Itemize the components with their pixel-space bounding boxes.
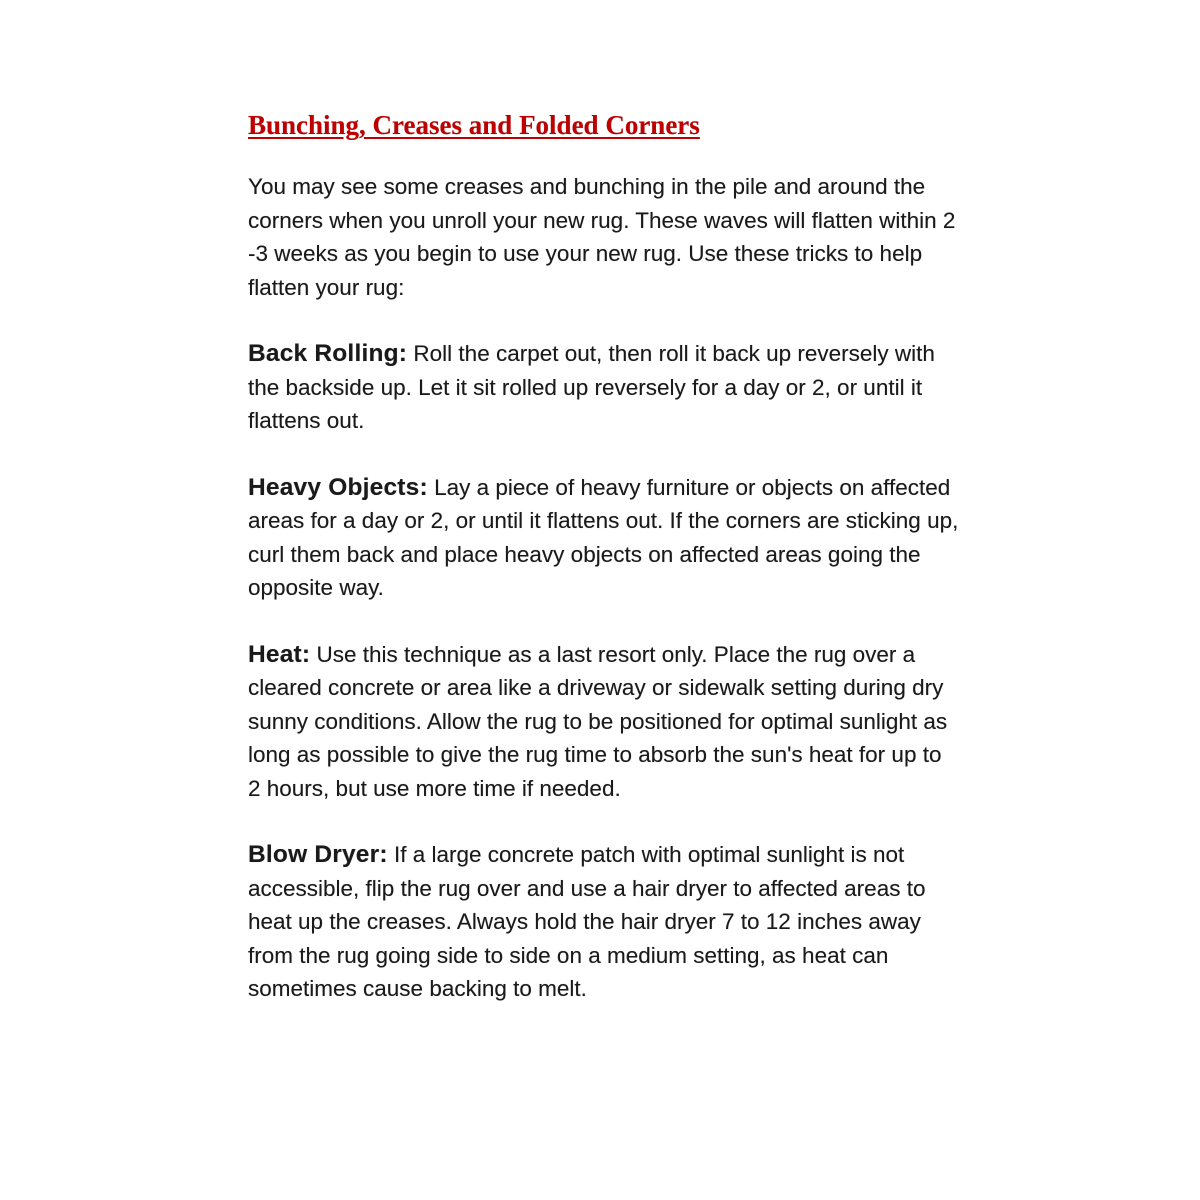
- section-back-rolling: [248, 337, 960, 438]
- section-heat: [248, 638, 960, 806]
- section-body-heat: Use this technique as a last resort only. Place the rug over a cleared concrete or area like a driveway or sidewalk setting during dry sunny conditions. Allow the rug to be positioned for optimal sunlight as long as possible to give the rug time to absorb the sun's heat for up to 2 hours, but use more time if needed.: [248, 641, 948, 801]
- section-label-back-rolling: Back Rolling:: [248, 340, 408, 367]
- document-text-block: [248, 110, 960, 1039]
- intro-paragraph: You may see some creases and bunching in the pile and around the corners when you unroll your new rug. These waves will flatten within 2 -3 weeks as you begin to use your new rug. Use these tricks to help flatten your rug:: [248, 174, 956, 300]
- section-label-heat: Heat:: [248, 640, 311, 668]
- section-heavy-objects: [248, 471, 960, 605]
- section-label-heavy-objects: Heavy Objects:: [248, 473, 428, 501]
- page-title: Bunching, Creases and Folded Corners: [248, 110, 700, 140]
- section-body-blow-dryer: If a large concrete patch with optimal sunlight is not accessible, flip the rug over and use a hair dryer to affected areas to heat up the creases. Always hold the hair dryer 7 to 12 inches away from the rug going side to side on a medium setting, as heat can sometimes cause backing to melt.: [248, 842, 926, 1001]
- section-body-heavy-objects: Lay a piece of heavy furniture or objects on affected areas for a day or 2, or until it flattens out. If the corners are sticking up, curl them back and place heavy objects on affected areas going the opposite way.: [248, 474, 959, 600]
- section-body-back-rolling: Roll the carpet out, then roll it back up reversely with the backside up. Let it sit rolled up reversely for a day or 2, or until it flattens out.: [248, 341, 935, 433]
- section-blow-dryer: [248, 838, 960, 1006]
- section-label-blow-dryer: Blow Dryer:: [248, 841, 388, 868]
